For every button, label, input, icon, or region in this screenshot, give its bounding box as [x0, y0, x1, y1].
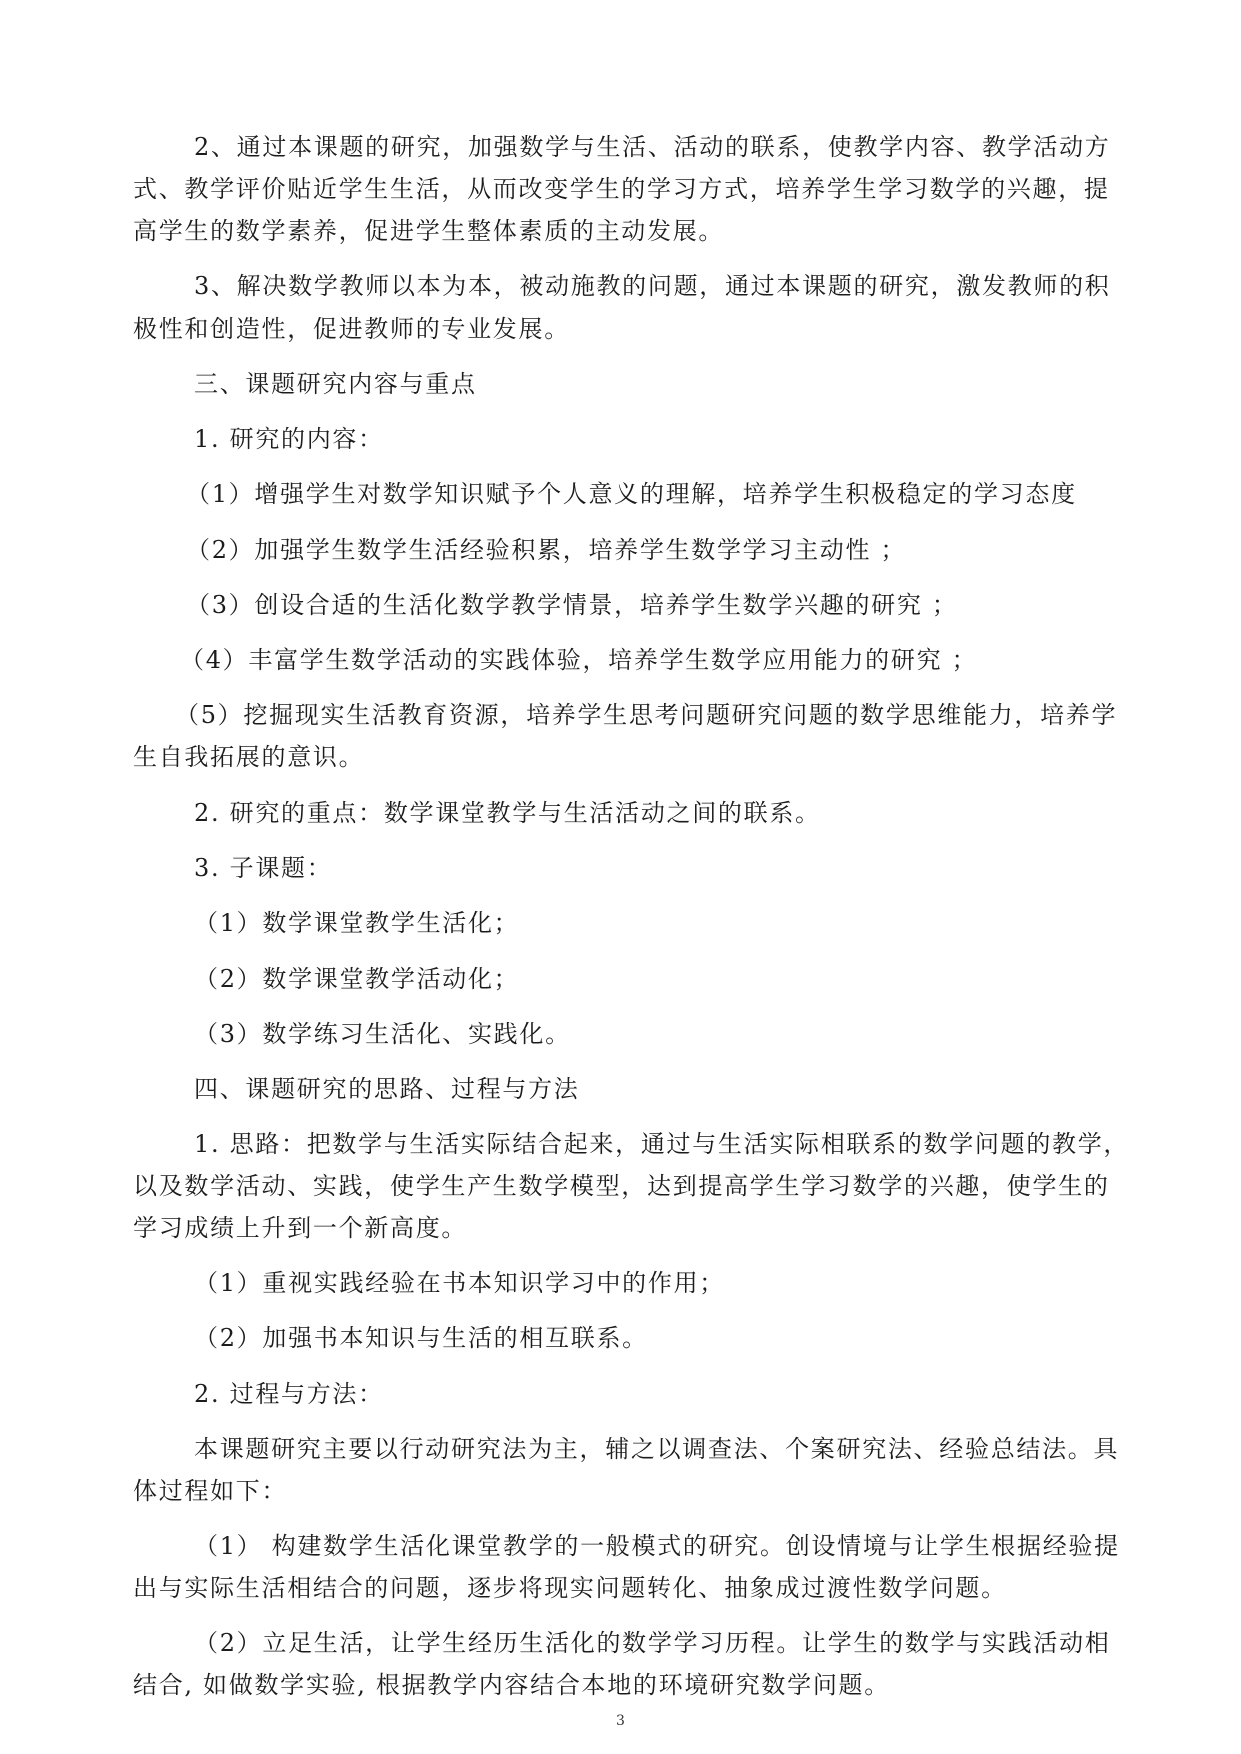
step-2-line-1: （2）立足生活，让学生经历生活化的数学学习历程。让学生的数学与实践活动相 — [194, 1629, 1111, 1657]
idea-line-2: 以及数学活动、实践，使学生产生数学模型，达到提高学生学习数学的兴趣，使学生的 — [133, 1172, 1110, 1200]
sub-topics-heading: 3. 子课题： — [194, 854, 333, 882]
process-heading: 2. 过程与方法： — [194, 1380, 384, 1408]
step-2-line-2: 结合, 如做数学实验, 根据教学内容结合本地的环境研究数学问题。 — [133, 1671, 890, 1699]
idea-item-1: （1）重视实践经验在书本知识学习中的作用； — [194, 1269, 725, 1297]
objective-2-line-2: 式、教学评价贴近学生生活，从而改变学生的学习方式，培养学生学习数学的兴趣，提 — [133, 175, 1110, 203]
content-item-5-line-1: （5）挖掘现实生活教育资源，培养学生思考问题研究问题的数学思维能力，培养学 — [175, 701, 1118, 729]
section-3-heading: 三、课题研究内容与重点 — [194, 370, 477, 398]
content-item-3: （3）创设合适的生活化数学教学情景，培养学生数学兴趣的研究 ； — [186, 591, 958, 619]
idea-line-3: 学习成绩上升到一个新高度。 — [133, 1214, 468, 1242]
process-line-2: 体过程如下： — [133, 1477, 288, 1505]
sub-topic-2: （2）数学课堂教学活动化； — [194, 965, 520, 993]
content-item-4: （4）丰富学生数学活动的实践体验，培养学生数学应用能力的研究 ； — [180, 646, 978, 674]
section-4-heading: 四、课题研究的思路、过程与方法 — [194, 1075, 580, 1103]
research-focus: 2. 研究的重点：数学课堂教学与生活活动之间的联系。 — [194, 799, 821, 827]
content-heading: 1. 研究的内容： — [194, 425, 384, 453]
objective-3-line-2: 极性和创造性，促进教师的专业发展。 — [133, 315, 570, 343]
content-item-1: （1）增强学生对数学知识赋予个人意义的理解，培养学生积极稳定的学习态度 — [186, 480, 1077, 508]
page-number: 3 — [616, 1713, 625, 1729]
sub-topic-1: （1）数学课堂教学生活化； — [194, 909, 520, 937]
objective-2-line-1: 2、通过本课题的研究，加强数学与生活、活动的联系，使教学内容、教学活动方 — [194, 133, 1111, 161]
step-1-line-2: 出与实际生活相结合的问题，逐步将现实问题转化、抽象成过渡性数学问题。 — [133, 1574, 1007, 1602]
objective-2-line-3: 高学生的数学素养，促进学生整体素质的主动发展。 — [133, 217, 725, 245]
idea-item-2: （2）加强书本知识与生活的相互联系。 — [194, 1324, 648, 1352]
idea-line-1: 1. 思路：把数学与生活实际结合起来，通过与生活实际相联系的数学问题的教学， — [194, 1130, 1130, 1158]
content-item-5-line-2: 生自我拓展的意识。 — [133, 743, 365, 771]
objective-3-line-1: 3、解决数学教师以本为本，被动施教的问题，通过本课题的研究，激发教师的积 — [194, 272, 1111, 300]
sub-topic-3: （3）数学练习生活化、实践化。 — [194, 1020, 571, 1048]
step-1-line-1: （1） 构建数学生活化课堂教学的一般模式的研究。创设情境与让学生根据经验提 — [194, 1532, 1120, 1560]
content-item-2: （2）加强学生数学生活经验积累，培养学生数学学习主动性 ； — [186, 536, 907, 564]
process-line-1: 本课题研究主要以行动研究法为主，辅之以调查法、个案研究法、经验总结法。具 — [194, 1435, 1120, 1463]
